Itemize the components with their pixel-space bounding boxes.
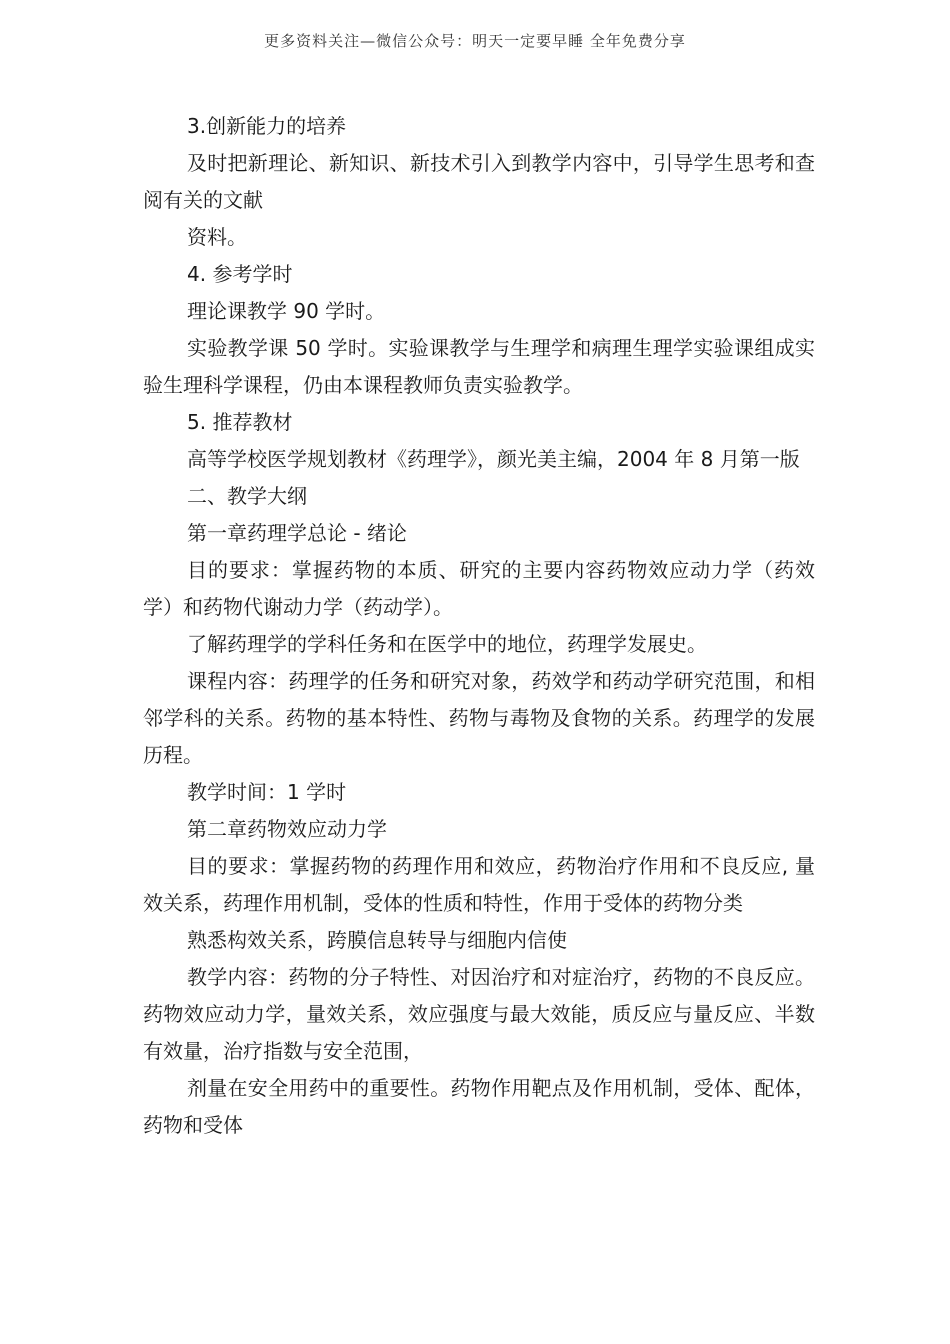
paragraph: 教学时间：1 学时 xyxy=(187,780,347,804)
paragraph: 实验教学课 50 学时。实验课教学与生理学和病理生理学实验课组成实验生理科学课程，仍由本课程教师负责实验教学。 xyxy=(143,336,815,397)
paragraph: 理论课教学 90 学时。 xyxy=(187,299,386,323)
paragraph: 及时把新理论、新知识、新技术引入到教学内容中，引导学生思考和查阅有关的文献 xyxy=(143,151,815,212)
paragraph: 目的要求：掌握药物的本质、研究的主要内容药物效应动力学（药效学）和药物代谢动力学（药动学）。 xyxy=(143,558,815,619)
page-header: 更多资料关注—微信公众号：明天一定要早睡 全年免费分享 xyxy=(264,32,686,50)
paragraph: 剂量在安全用药中的重要性。药物作用靶点及作用机制，受体、配体，药物和受体 xyxy=(143,1076,815,1137)
paragraph: 教学内容：药物的分子特性、对因治疗和对症治疗，药物的不良反应。药物效应动力学，量效关系，效应强度与最大效能，质反应与量反应、半数有效量，治疗指数与安全范围， xyxy=(143,965,815,1063)
paragraph: 目的要求：掌握药物的药理作用和效应，药物治疗作用和不良反应, 量效关系，药理作用机制，受体的性质和特性，作用于受体的药物分类 xyxy=(143,854,815,915)
document-body xyxy=(143,108,815,1144)
paragraph: 资料。 xyxy=(187,225,247,249)
paragraph: 3.创新能力的培养 xyxy=(187,114,347,138)
paragraph: 熟悉构效关系，跨膜信息转导与细胞内信使 xyxy=(187,928,567,952)
paragraph: 第一章药理学总论 - 绪论 xyxy=(187,521,407,545)
paragraph: 高等学校医学规划教材《药理学》，颜光美主编，2004 年 8 月第一版 xyxy=(187,447,800,471)
paragraph: 第二章药物效应动力学 xyxy=(187,817,387,841)
paragraph: 二、教学大纲 xyxy=(187,484,307,508)
paragraph: 课程内容：药理学的任务和研究对象，药效学和药动学研究范围，和相邻学科的关系。药物的基本特性、药物与毒物及食物的关系。药理学的发展历程。 xyxy=(143,669,815,767)
paragraph: 5. 推荐教材 xyxy=(187,410,293,434)
paragraph: 了解药理学的学科任务和在医学中的地位，药理学发展史。 xyxy=(187,632,707,656)
paragraph: 4. 参考学时 xyxy=(187,262,293,286)
